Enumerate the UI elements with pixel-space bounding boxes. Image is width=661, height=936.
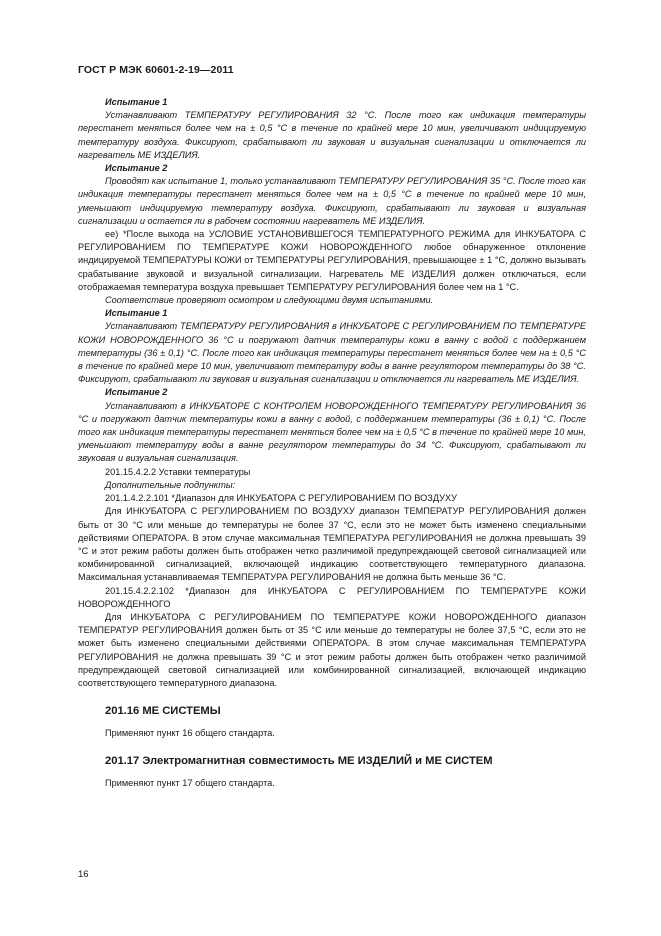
test-paragraph: Проводят как испытание 1, только устанавливают ТЕМПЕРАТУРУ РЕГУЛИРОВАНИЯ 35 °С. После того как индикация температуры перестанет меняться более чем на ± 0,5 °С в течение по крайней мере 10 мин, уменьшают индицируемую температуру воздуха. Фиксируют, срабатывают ли звуковая и визуальная сигнализации и остается ли в рабочем состоянии нагреватель МЕ ИЗДЕЛИЯ. — [78, 176, 586, 226]
test-heading: Испытание 1 — [105, 308, 168, 319]
clause-title: 201.1.4.2.2.101 *Диапазон для ИНКУБАТОРА С РЕГУЛИРОВАНИЕМ ПО ВОЗДУХУ — [105, 493, 457, 504]
test-heading: Испытание 2 — [105, 387, 168, 398]
test-paragraph: Устанавливают ТЕМПЕРАТУРУ РЕГУЛИРОВАНИЯ 32 °С. После того как индикация температуры перестанет меняться более чем на ± 0,5 °С в течение по крайней мере 10 мин, увеличивают индицируемую температуру воздуха. Фиксируют, срабатывают ли звуковая и визуальная сигнализации и отключается ли нагреватель МЕ ИЗДЕЛИЯ. — [78, 110, 586, 160]
requirement-paragraph: ее) *После выхода на УСЛОВИЕ УСТАНОВИВШЕГОСЯ ТЕМПЕРАТУРНОГО РЕЖИМА для ИНКУБАТОРА С РЕГУЛИРОВАНИЕМ ПО ТЕМПЕРАТУРЕ КОЖИ НОВОРОЖДЕННОГО любое обнаруженное отклонение индицируемой ТЕМПЕРАТУРЫ КОЖИ от ТЕМПЕРАТУРЫ РЕГУЛИРОВАНИЯ, превышающее ± 1 °С, должно вызывать срабатывание звуковой и визуальной сигнализации. Нагреватель МЕ ИЗДЕЛИЯ должен отключаться, если отображаемая температура воздуха превышает ТЕМПЕРАТУРУ РЕГУЛИРОВАНИЯ более чем на 1 °С. — [78, 229, 586, 292]
clause-title: 201.15.4.2.2.102 *Диапазон для ИНКУБАТОРА С РЕГУЛИРОВАНИЕМ ПО ТЕМПЕРАТУРЕ КОЖИ НОВОРОЖДЕННОГО — [78, 585, 586, 609]
document-header: ГОСТ Р МЭК 60601-2-19—2011 — [78, 64, 234, 76]
section-heading: 201.16 МЕ СИСТЕМЫ — [105, 705, 221, 718]
section-body: Применяют пункт 17 общего стандарта. — [105, 778, 275, 789]
test-paragraph: Устанавливают ТЕМПЕРАТУРУ РЕГУЛИРОВАНИЯ в ИНКУБАТОРЕ С РЕГУЛИРОВАНИЕМ ПО ТЕМПЕРАТУРЕ КОЖИ НОВОРОЖДЕННОГО 36 °С и погружают датчик температуры кожи в ванну с водой с поддержанием температуры (36 ± 0,1) °С. После того как индикация температуры перестанет меняться более чем на ± 0,5 °С в течение по крайней мере 10 мин, увеличивают температуру воды в ванне регулятором температуры до 38 °С. Фиксируют, срабатывают ли звуковая и визуальная сигнализации и отключается ли нагреватель МЕ ИЗДЕЛИЯ. — [78, 321, 586, 385]
requirement-paragraph: Для ИНКУБАТОРА С РЕГУЛИРОВАНИЕМ ПО ТЕМПЕРАТУРЕ КОЖИ НОВОРОЖДЕННОГО диапазон ТЕМПЕРАТУР РЕГУЛИРОВАНИЯ должен быть от 35 °С или меньше до температуры не более 37,5 °С, если это не может быть изменено специальными действиями ОПЕРАТОРА. В этом случае максимальная ТЕМПЕРАТУРА РЕГУЛИРОВАНИЯ не должна превышать 39 °С и этот режим работы должен быть отображен четко различимой предупреждающей световой сигнализацией или комбинированной сигнализацией, включающей индикацию соответствующего температурного диапазона. — [78, 611, 586, 688]
clause-title: 201.15.4.2.2 Уставки температуры — [105, 466, 251, 477]
test-paragraph: Устанавливают в ИНКУБАТОРЕ С КОНТРОЛЕМ НОВОРОЖДЕННОГО ТЕМПЕРАТУРУ РЕГУЛИРОВАНИЯ 36 °С и погружают датчик температуры кожи в ванну с водой, с поддержанием температуры (36 ± 0,1) °С. После того как индикация температуры перестанет меняться более чем на ± 0,5 °С в течение по крайней мере 10 мин, уменьшают температуру воды в ванне регулятором температуры до 34 °С. Фиксируют, срабатывают ли звуковая и визуальная сигнализация. — [78, 400, 586, 464]
compliance-paragraph: Соответствие проверяют осмотром и следующими двумя испытаниями. — [105, 295, 434, 306]
subclause-note: Дополнительные подпункты: — [105, 479, 236, 490]
document-body — [78, 96, 586, 791]
page-number: 16 — [78, 869, 89, 880]
section-body: Применяют пункт 16 общего стандарта. — [105, 728, 275, 739]
section-heading: 201.17 Электромагнитная совместимость МЕ ИЗДЕЛИЙ и МЕ СИСТЕМ — [105, 755, 493, 768]
test-heading: Испытание 1 — [105, 97, 168, 107]
requirement-paragraph: Для ИНКУБАТОРА С РЕГУЛИРОВАНИЕМ ПО ВОЗДУХУ диапазон ТЕМПЕРАТУР РЕГУЛИРОВАНИЯ должен быть от 30 °С или меньше до температуры не более 37 °С, если это не может быть изменено специальными действиями ОПЕРАТОРА. В этом случае максимальная ТЕМПЕРАТУРА РЕГУЛИРОВАНИЯ не должна превышать 39 °С и этот режим работы должен быть отображен четко различимой предупреждающей световой сигнализацией или комбинированной сигнализацией, включающей индикацию соответствующего температурного диапазона. Максимальная устанавливаемая ТЕМПЕРАТУРА РЕГУЛИРОВАНИЯ не должна быть меньше 36 °С. — [78, 506, 586, 583]
test-heading: Испытание 2 — [105, 163, 168, 174]
